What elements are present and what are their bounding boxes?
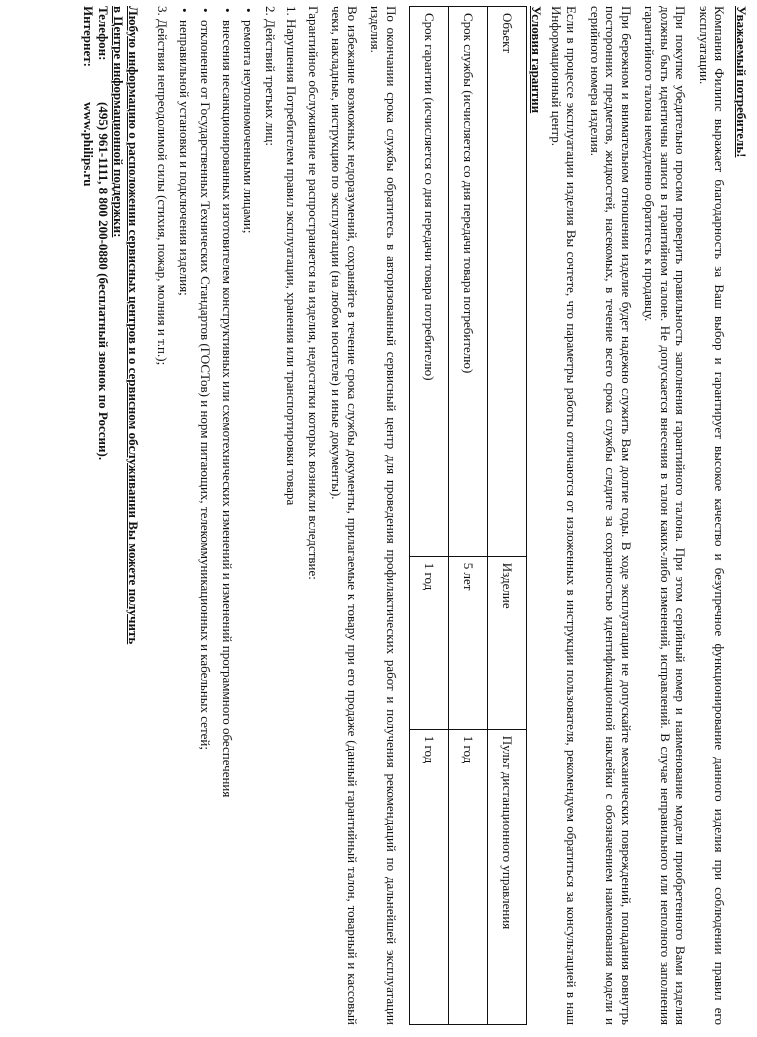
phone-row xyxy=(96,6,111,1025)
list-item xyxy=(177,6,193,1025)
table-cell: 1 год xyxy=(410,729,449,1024)
table-cell: 1 год xyxy=(449,729,488,1024)
table-header-cell: Пульт дистанционного управления xyxy=(488,729,527,1024)
conditions-heading: Условия гарантии xyxy=(529,6,545,114)
bullet-text: неправильной установки и подключения изделия; xyxy=(177,20,192,296)
bullet-icon: • xyxy=(177,8,192,13)
bullet-text: внесения несанкционированных изготовителем конструктивных или схемотехнических изменений и изменений программного обеспечения xyxy=(220,20,235,798)
footer-line-2: в Центре информационной поддержки: xyxy=(111,6,126,238)
bullet-icon: • xyxy=(198,8,214,13)
table-cell: 5 лет xyxy=(449,556,488,729)
list-item xyxy=(220,6,236,1025)
phone-value: (495) 961-1111, 8 800 200-0880 (бесплатный звонок по России). xyxy=(96,102,111,461)
footer-line-1: Любую информацию о расположении сервисных центров и о сервисном обслуживании Вы можете получить xyxy=(126,6,141,645)
web-link[interactable]: www.philips.ru xyxy=(81,102,96,187)
table-row xyxy=(410,7,449,1025)
table-header-row xyxy=(488,7,527,1025)
after-service-paragraph: По окончании срока службы обратитесь в авторизованный сервисный центр для проведения профилактических работ и получения рекомендаций по дальнейшей эксплуатации изделия. xyxy=(368,6,399,1025)
purchase-paragraph: При покупке убедительно просим проверить правильность заполнения гарантийного талона. При этом серийный номер и наименование модели приобретенного Вами изделия должны быть идентичны записи в гарантийном талоне. Не допускается внесения в талон каких-либо изменений, исправлений. В случае неправильного или неполного заполнения гарантийного талона немедленно обратитесь к продавцу. xyxy=(642,6,689,1025)
phone-label: Телефон: xyxy=(96,6,111,61)
bullet-text: ремонта неуполномоченными лицами; xyxy=(241,20,257,234)
list-item xyxy=(241,6,257,1025)
intro-paragraph: Компания Филипс выражает благодарность за Ваш выбор и гарантирует высокое качество и безупречное функционирование данного изделия при соблюдении правил его эксплуатации. xyxy=(697,6,728,1025)
exclusions-intro: Гарантийное обслуживание не распространяется на изделия, недостатки которых возникли вследствие: xyxy=(306,6,321,580)
list-item xyxy=(198,6,214,1025)
exclusion-item-1: 1. Нарушения Потребителем правил эксплуатации, хранения или транспортировки товара xyxy=(284,6,300,506)
web-row xyxy=(81,6,96,1025)
table-cell: Срок службы (исчисляется со дня передачи товара потребителю) xyxy=(449,7,488,557)
table-cell: Срок гарантии (исчисляется со дня передачи товара потребителю) xyxy=(410,7,449,557)
web-label: Интернет: xyxy=(81,6,96,67)
exclusion-item-3: 3. Действия непреодолимой силы (стихия, пожар, молния и т.п.); xyxy=(155,6,171,366)
support-footer xyxy=(81,6,141,1025)
warranty-table xyxy=(409,6,527,1025)
bullet-icon: • xyxy=(220,8,235,13)
table-header-cell: Объект xyxy=(488,7,527,557)
consult-paragraph: Если в процессе эксплуатации изделия Вы сочтете, что параметры работы отличаются от изложенных в инструкции пользователя, рекомендуем обратиться за консультацией в наш Информационный центр. xyxy=(549,6,580,1025)
table-row xyxy=(449,7,488,1025)
care-paragraph: При бережном и внимательном отношении изделие будет надежно служить Вам долгие годы. В ходе эксплуатации не допускайте механических повреждений, попадания вовнутрь посторонних предметов, жидкостей, насекомых, в течение всего срока службы следите за сохранностью идентификационной наклейки с обозначением наименования модели и серийного номера изделия. xyxy=(588,6,634,1025)
bullet-icon: • xyxy=(241,8,257,13)
exclusion-item-2: 2. Действий третьих лиц: xyxy=(263,6,278,146)
greeting-heading: Уважаемый потребитель! xyxy=(734,6,749,158)
documents-paragraph: Во избежание возможных недоразумений, сохраняйте в течение срока службы документы, прилагаемые к товару при его продаже (данный гарантийный талон, товарный и кассовый чеки, накладные, инструкцию по эксплуатации (на любом носителе) и иные документы). xyxy=(329,6,360,1025)
bullet-text: отклонение от Государственных Технических Стандартов (ГОСТов) и норм питающих, телекоммуникационных и кабельных сетей; xyxy=(198,20,214,750)
table-cell: 1 год xyxy=(410,556,449,729)
table-header-cell: Изделие xyxy=(488,556,527,729)
